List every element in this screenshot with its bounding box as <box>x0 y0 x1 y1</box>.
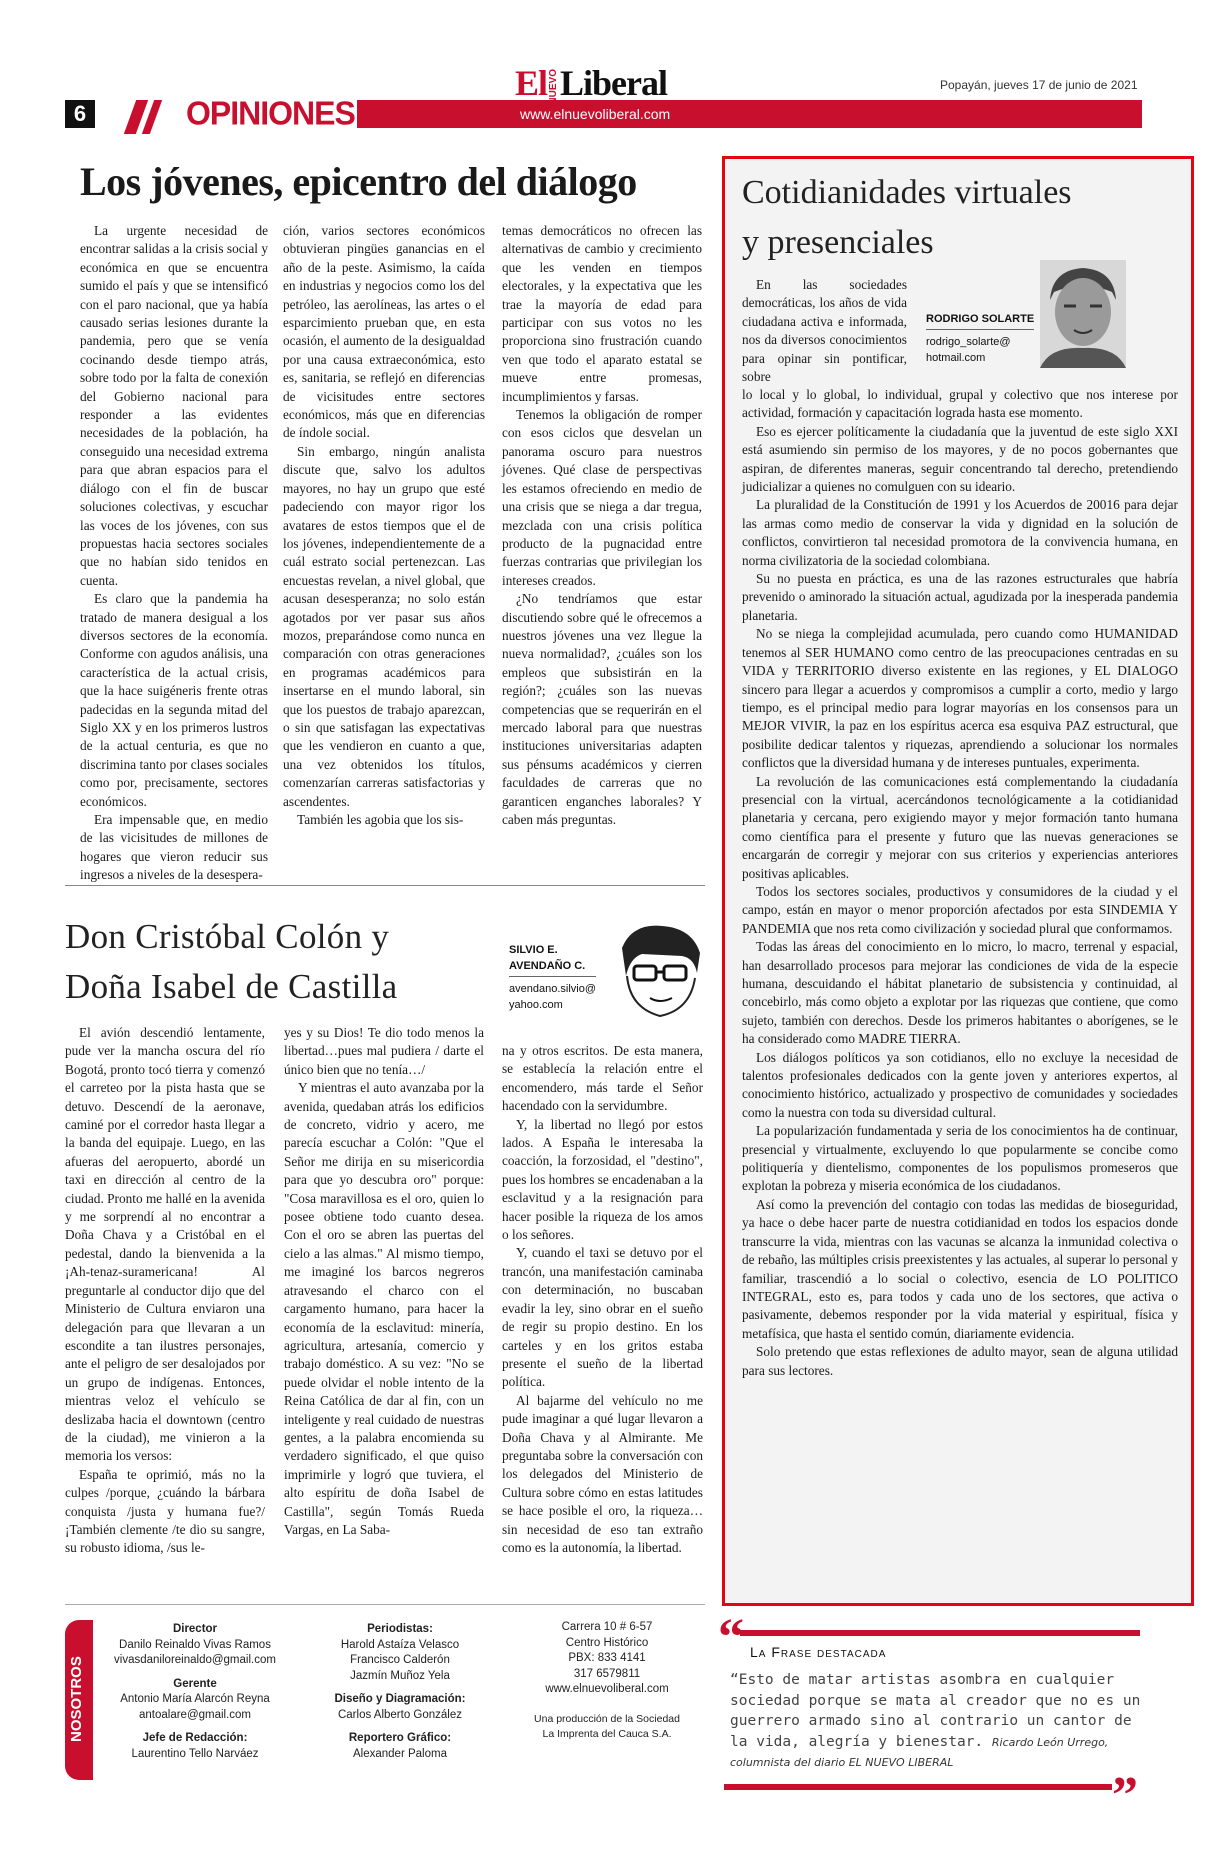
paragraph: Era impensable que, en medio de las vicisitudes de millones de hogares que vieron reducir sus ingresos a niveles de la desespera- <box>80 812 268 883</box>
article2-byline <box>509 942 596 1013</box>
article3-byline <box>926 311 1034 366</box>
contact-col <box>522 1620 692 1743</box>
dateline: Popayán, jueves 17 de junio de 2021 <box>940 78 1138 92</box>
quote-author-role: columnista del diario EL NUEVO LIBERAL <box>730 1756 954 1769</box>
footer-divider <box>65 1604 705 1605</box>
paragraph: La pluralidad de la Constitución de 1991 y los Acuerdos de 20016 para dejar las armas como medio de conservar la vida y dignidad en la solución de conflictos, convirtieron tal necesidad promotora de la convivencia humana, en norma civilizatoria de la sociedad colombiana. <box>742 497 1178 568</box>
article1-col3 <box>502 222 702 829</box>
article1-title: Los jóvenes, epicentro del diálogo <box>80 159 637 204</box>
paragraph: Su no puesta en práctica, es una de las razones estructurales que habría prevenido o aminorado la situación actual, agudizada por la inesperada pandemia planetaria. <box>742 571 1178 623</box>
article3-body <box>742 386 1178 1380</box>
staff-role: Jefe de Redacción: <box>142 1732 248 1744</box>
staff-name: Francisco Calderón <box>350 1654 450 1666</box>
author-email: hotmail.com <box>926 352 986 364</box>
address-line: Centro Histórico <box>565 1636 649 1649</box>
newspaper-logo <box>515 62 667 105</box>
staff-name: Carlos Alberto González <box>337 1708 462 1721</box>
producer: La Imprenta del Cauca S.A. <box>542 1728 672 1740</box>
paragraph: Los diálogos políticos ya son cotidianos, ello no excluye la necesidad de talentos profesionales dedicados con la gente joven y anteriores expertos, al conocimiento histórico, actualizado y prospectivo de comunidades y sociedades como la nuestra con toda su diversidad cultural. <box>742 1049 1178 1120</box>
author-sketch-portrait <box>612 918 707 1020</box>
paragraph: Tenemos la obligación de romper con esos ciclos que desvelan un panorama oscuro para nuestros jóvenes. Qué clase de perspectivas les estamos ofreciendo en medio de una crisis que se niega a dar tregua, mezclada con una crisis política producto de la pugnacidad entre fuerzas contrarias que privilegian los intereses creados. <box>502 407 702 588</box>
open-quote-icon: “ <box>718 1609 744 1666</box>
paragraph: Y, la libertad no llegó por estos lados. A España le interesaba la coacción, la forzosidad, el "destino", pues los hombres se encadenaban a la esclavitud y a la resignación para hacer posible la riqueza de los amos o los señores. <box>502 1116 703 1243</box>
paragraph: ción, varios sectores económicos obtuvieran pingües ganancias en el año de la peste. Asimismo, la caída en industrias y negocios como los del petróleo, las aerolíneas, las artes o el esparcimiento prueban que, en esta ocasión, el aumento de la desigualdad por una causa extraeconómica, esto es, sanitaria, se reflejó en diferencias de vicisitudes entre sectores económicos, más que en diferencias de índole social. <box>283 223 485 441</box>
paragraph: España te oprimió, más no la culpes /porque, ¿cuándo la bárbara conquista /justa y humana fue?/¡También clemente /te dio su sangre, su robusto idioma, /sus le- <box>65 1466 265 1556</box>
paragraph: Todos los sectores sociales, productivos y consumidores de la ciudad y el campo, están en mayor o menor proporción afectados por esta SINDEMIA Y PANDEMIA que nos reta como civilización y sociedad plural que conformamos. <box>742 883 1178 936</box>
producer: Una producción de la Sociedad <box>534 1712 680 1725</box>
staff-email: antoalare@gmail.com <box>138 1708 252 1721</box>
article1-col1 <box>80 222 268 885</box>
author-photo <box>1040 260 1126 368</box>
article3-intro-narrow <box>742 276 907 386</box>
article-divider <box>65 885 705 886</box>
paragraph: Eso es ejercer políticamente la ciudadanía que la juventud de este siglo XXI está asumiendo sin permiso de los mayores, y de no pocos gobernantes que aspiran, de diferentes maneras, seguir concentrando tal derecho, pretendiendo judicializar a quienes no comulguen con su ideario. <box>742 423 1178 495</box>
paragraph: lo local y lo global, lo individual, grupal y colectivo que nos interese por actividad, formación y capacitación lograda hasta ese momento. <box>742 387 1178 421</box>
paragraph: na y otros escritos. De esta manera, se establecía la relación entre el encomendero, más tarde el Señor hacendado con la servidumbre. <box>502 1043 703 1114</box>
page-number: 6 <box>73 101 87 126</box>
nosotros-label: NOSOTROS <box>68 1656 85 1742</box>
quote-label: La Frase destacada <box>750 1644 887 1660</box>
paragraph: Solo pretendo que estas reflexiones de adulto mayor, sean de alguna utilidad para sus lectores. <box>742 1344 1178 1378</box>
paragraph: La popularización fundamentada y seria de los conocimientos ha de continuar, presencial y virtualmente, excluyendo lo que popularmente se concibe como politiquería y dientelismo, componentes de los populismos promeseros que explotan la pobreza y miseria económica de los ciudadanos. <box>742 1123 1178 1194</box>
staff-name: Jazmín Muñoz Yela <box>350 1669 450 1682</box>
paragraph: Es claro que la pandemia ha tratado de manera desigual a los diversos sectores de la economía. Conforme con agudos análisis, una característica de la actual crisis, que la hace suigéneris frente otras padecidas en la segunda mitad del Siglo XX y en los primeros lustros de la actual centuria, es que no discrimina tanto por clases sociales como por, precisamente, sectores económicos. <box>80 591 268 809</box>
paragraph: En las sociedades democráticas, los años de vida ciudadana activa e informada, nos da diversos conocimientos para opinar sin pontificar, sobre <box>742 277 907 385</box>
article3-title-line2: y presenciales <box>742 224 934 261</box>
author-email: yahoo.com <box>509 999 563 1011</box>
paragraph: Al bajarme del vehículo no me pude imaginar a qué lugar llevaron a Doña Chava y al Almirante. Me preguntaba sobre la conversación con los delegados del Ministerio de Cultura sobre cómo en estas latitudes se hace posible el oro, la riqueza… sin necesidad de eso tan extraño como es la autonomía, la libertad. <box>502 1392 703 1555</box>
author-email: avendano.silvio@ <box>509 983 596 995</box>
author-name: SILVIO E. <box>509 944 558 956</box>
paragraph: Así como la prevención del contagio con todas las medidas de bioseguridad, ya hace o debe hacer parte de nuestra cotidianidad en todos los espacios donde transcurre la vida, mientras con las vacunas se alcanza la inmunidad colectiva o de rebaño, las múltiples crisis preexistentes y las actuales, al superar lo personal y familiar, trascendió a lo social o colectivo, esencia de LO POLITICO INTEGRAL, esto es, para todos y cada uno de los sectores, que activa o pasivamente, debemos responder por la vida material y espiritual, física y metafísica, que hasta el sentido común, diariamente evidencia. <box>742 1196 1178 1341</box>
quote-top-rule <box>740 1630 1140 1636</box>
staff-col2 <box>320 1622 480 1762</box>
quote-body: “Esto de matar artistas asombra en cualquier sociedad porque se mata al creador que no es un guerrero armado sino al contrario un cantor de la vida, alegría y bienestar. <box>730 1672 1141 1750</box>
article2-title <box>65 912 398 1012</box>
staff-role: Periodistas: <box>367 1623 433 1635</box>
quote-author: Ricardo León Urrego, <box>991 1735 1109 1749</box>
close-quote-icon: ” <box>1112 1767 1138 1824</box>
staff-role: Reportero Gráfico: <box>348 1732 452 1744</box>
article3-title-line1: Cotidianidades virtuales <box>742 174 1072 211</box>
article2-col2 <box>284 1024 484 1539</box>
article2-col3 <box>502 1042 703 1557</box>
staff-role: Gerente <box>173 1677 217 1690</box>
phone: 317 6579811 <box>573 1667 641 1680</box>
paragraph: temas democráticos no ofrecen las alternativas de cambio y crecimiento que les venden en tiempos electorales, y la expectativa que les trae la mayoría de edad para participar con sus votos no les proporciona sino frustración cuando ven que todo el aparato estatal se mueve entre promesas, incumplimientos y farsas. <box>502 223 702 404</box>
address-line: Carrera 10 # 6-57 <box>561 1621 653 1633</box>
article3-title <box>742 168 1072 268</box>
logo-el: El <box>515 63 548 103</box>
author-name: RODRIGO SOLARTE <box>926 311 1034 330</box>
article2-title-line1: Don Cristóbal Colón y <box>65 917 390 956</box>
staff-name: Antonio María Alarcón Reyna <box>120 1693 270 1705</box>
author-email: rodrigo_solarte@ <box>926 336 1011 348</box>
paragraph: Sin embargo, ningún analista discute que, salvo los adultos mayores, no hay un grupo que esté padeciendo con mayor rigor los avatares de estos tiempos que el de los jóvenes, independientemente de a cuál estrato social pertenezcan. Las encuestas revelan, a nivel global, que acusan desesperanza; no solo están agotados por ver pasar sus años mozos, preparándose como nunca en comparación con otras generaciones en programas académicos para insertarse en el mundo laboral, sin que los puestos de trabajo aparezcan, o sin que satisfagan las expectativas que les vendieron en cuanto a que, una vez obtenidos los títulos, comenzarían carreras satisfactorias y ascendentes. <box>283 443 485 809</box>
paragraph: No se niega la complejidad acumulada, pero cuando como HUMANIDAD tenemos al SER HUMANO como centro de las preocupaciones centradas en su VIDA y TERRITORIO diverso existente en las regiones, y EL DIALOGO sincero para llegar a acuerdos y compromisos a cumplir a corto, medio y largo tiempo, es el principal medio para lograr mayorías en los consensos para un MEJOR VIVIR, la paz en los espíritus acerca esa esquiva PAZ estructural, que posibilite dedicar talentos y riquezas, aprendiendo a solucionar los normales conflictos que la diversidad humana y de intereses puntuales, experimenta. <box>742 626 1178 771</box>
phone: PBX: 833 4141 <box>568 1652 646 1664</box>
paragraph: La revolución de las comunicaciones está complementando la ciudadanía presencial con la virtual, acercándonos tecnológicamente a la cotidianidad planetaria y cercana, pero exigiendo mayor y mejor formación tanto humana como científica para el presente y futuro que las nuevas generaciones se encargarán de corregir y mejorar con sus criterios y experiencias anteriores positivas aplicables. <box>742 773 1178 881</box>
paragraph: Y, cuando el taxi se detuvo por el trancón, una manifestación caminaba con determinación, no buscaban evadir la ley, sino obrar en el sueño de regir su propio destino. En los carteles y en los gritos estaba presente el sueño de la libertad política. <box>502 1245 703 1390</box>
staff-role: Director <box>172 1623 218 1635</box>
quote-bottom-rule <box>724 1784 1112 1790</box>
author-name: AVENDAÑO C. <box>509 958 596 977</box>
paragraph: Todas las áreas del conocimiento en lo micro, lo macro, terrenal y espacial, han desarrollado procesos para mejorar las condiciones de vida de la especie humana, descuidando el hábitat planetario de subsistencia y continuidad, al concebirlo, más como objeto a explotar por las riquezas que contiene, que como sujeto, también con derechos. Desde los primeros habitantes o aborígenes, se le ha considerado como MADRE TIERRA. <box>742 939 1178 1047</box>
staff-name: Alexander Paloma <box>353 1747 447 1760</box>
website: www.elnuevoliberal.com <box>545 1683 669 1695</box>
staff-email: vivasdaniloreinaldo@gmail.com <box>114 1654 276 1666</box>
paragraph: Y mientras el auto avanzaba por la avenida, quedaban atrás los edificios de concreto, vidrio y acero, me parecía escuchar a Colón: "Que el Señor me dirija en su misericordia para que yo descubra oro" porque: "Cosa maravillosa es el oro, quien lo posee obtiene todo cuanto desea. Con el oro se abren las puertas del cielo a las almas." Al mismo tiempo, me imaginé los barcos negreros atravesando el charco con el cargamento humano, para hacer la economía de la esclavitud: minería, agricultura, artesanía, comercio y trabajo doméstico. A su vez: "No se puede olvidar el noble intento de la Reina Católica de dar al fin, con un inteligente y real cuidado de nuestras gentes, a la palabra encomienda su verdadero significado, el que quiso imprimirle y logró que tuviera, el alto espíritu de doña Isabel de Castilla", según Tomás Rueda Vargas, en La Saba- <box>284 1080 484 1537</box>
staff-name: Laurentino Tello Narváez <box>131 1747 259 1760</box>
paragraph: La urgente necesidad de encontrar salidas a la crisis social y económica en que se encuentra sumido el país y que se intensificó con el paro nacional, que ya había causado serias lesiones durante la pandemia, pero que se venía cocinando desde tiempo atrás, sobre todo por la falta de conexión del Gobierno nacional para responder a las evidentes necesidades de la población, ha conseguido una necesidad extrema para que abran espacios para el diálogo con el fin de buscar soluciones colectivas, y escuchar las voces de los jóvenes, con sus propuestas hacia sectores sociales que no habían sido tenidos en cuenta. <box>80 223 268 588</box>
logo-liberal: Liberal <box>560 63 668 103</box>
article1-col2 <box>283 222 485 829</box>
article2-col1 <box>65 1024 265 1558</box>
staff-col1 <box>110 1622 280 1762</box>
paragraph: También les agobia que los sis- <box>297 812 464 827</box>
website-url: www.elnuevoliberal.com <box>520 106 671 122</box>
logo-nuevo: NUEVO <box>548 68 560 105</box>
quote-text <box>730 1670 1142 1774</box>
staff-name: Harold Astaíza Velasco <box>340 1638 460 1651</box>
staff-role: Diseño y Diagramación: <box>334 1693 466 1705</box>
paragraph: yes y su Dios! Te dio todo menos la libertad…pues mal pudiera / darte el único bien que no tenía…/ <box>284 1025 484 1077</box>
paragraph: El avión descendió lentamente, pude ver la mancha oscura del río Bogotá, pronto tocó tierra y comenzó el carreteo por la pista hasta que se detuvo. Descendí de la aeronave, caminé por el corredor hasta llegar a la banda del equipaje. Luego, en las afueras del aeropuerto, abordé un taxi en dirección al centro de la ciudad. Pronto me hallé en la avenida y me sorprendí al no encontrar a Doña Chava y a Cristóbal en el pedestal, dando la bienvenida a la ¡Ah-tenaz-suramericana! Al preguntarle al conductor dijo que del Ministerio de Cultura enviaron una delegación para que llevaran a un escondite a tan ilustres personajes, ante el peligro de ser desalojados por un grupo de indígenas. Entonces, mientras veloz el vehículo se deslizaba hacia el downtown (centro de la ciudad), me vinieron a la memoria los versos: <box>65 1025 265 1464</box>
article2-title-line2: Doña Isabel de Castilla <box>65 967 398 1006</box>
section-title: OPINIONES <box>186 94 355 132</box>
staff-name: Danilo Reinaldo Vivas Ramos <box>119 1638 271 1651</box>
paragraph: ¿No tendríamos que estar discutiendo sobre qué le ofrecemos a nuestros jóvenes una vez llegue la nueva normalidad?, ¿cuáles son los empleos que subsistirán en la región?; ¿cuáles son las nuevas competencias que se requerirán en el mercado laboral para que nuestras instituciones universitarias adapten sus pénsums académicos y cierren faculdades de carreras que no garanticen enganches laborales? Y caben más preguntas. <box>502 591 702 827</box>
